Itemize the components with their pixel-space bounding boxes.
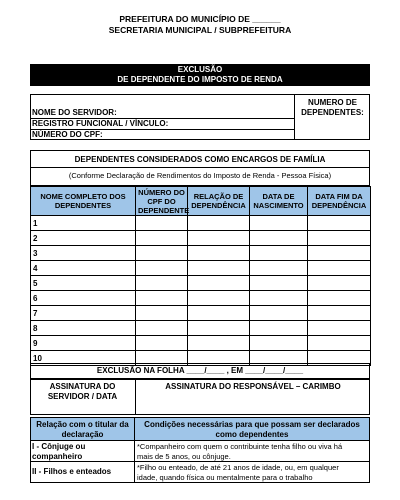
table-row (31, 276, 371, 291)
data-fim-cell[interactable] (308, 336, 371, 351)
row-number-cell[interactable]: 7 (31, 306, 136, 321)
num-dependentes-label-line-2: DEPENDENTES: (301, 108, 364, 117)
assinatura-responsavel-label: ASSINATURA DO RESPONSÁVEL – CARIMBO (165, 382, 341, 391)
num-dependentes-label (295, 98, 370, 118)
nascimento-cell[interactable] (250, 276, 308, 291)
registro-funcional-label: REGISTRO FUNCIONAL / VÍNCULO: (32, 119, 169, 128)
exclusao-folha-line[interactable]: EXCLUSÃO NA FOLHA ____/____ , EM ____/____/____ (30, 363, 370, 379)
nome-servidor-label: NOME DO SERVIDOR: (32, 108, 117, 117)
cpf-cell[interactable] (136, 231, 188, 246)
row-number-cell[interactable]: 2 (31, 231, 136, 246)
form-title-line-2: DE DEPENDENTE DO IMPOSTO DE RENDA (117, 75, 283, 84)
nascimento-cell[interactable] (250, 306, 308, 321)
num-dependentes-label-line-1: NUMERO DE (308, 98, 357, 107)
data-fim-cell[interactable] (308, 321, 371, 336)
nascimento-cell[interactable] (250, 246, 308, 261)
relacao-header-col2-line-2: como dependentes (215, 430, 289, 439)
relacao-header-col1-text (30, 420, 135, 440)
cpf-cell[interactable] (136, 246, 188, 261)
nascimento-cell[interactable] (250, 336, 308, 351)
relacao-cell[interactable] (188, 261, 250, 276)
relacao-row2-text-line-2: idade, quando física ou mentalmente para o trabalho (137, 473, 313, 482)
data-fim-cell[interactable] (308, 246, 371, 261)
registro-funcional-field[interactable] (168, 119, 290, 129)
relacao-header-col1-line-1: Relação com o titular da (36, 420, 129, 429)
relacao-row2-text-line-1: *Filho ou enteado, de até 21 anos de idade, ou, em qualquer (137, 463, 339, 472)
row-number-cell[interactable]: 6 (31, 291, 136, 306)
row-number-cell[interactable]: 9 (31, 336, 136, 351)
row-number-cell[interactable]: 10 (31, 351, 136, 366)
data-fim-cell[interactable] (308, 306, 371, 321)
table-row (31, 216, 371, 231)
relacao-row1-label (32, 442, 85, 462)
cpf-field[interactable] (106, 130, 290, 139)
cpf-cell[interactable] (136, 291, 188, 306)
column-header-nascimento: DATA DE NASCIMENTO (250, 187, 308, 216)
table-row (31, 291, 371, 306)
data-fim-cell[interactable] (308, 261, 371, 276)
cpf-cell[interactable] (136, 276, 188, 291)
nascimento-cell[interactable] (250, 216, 308, 231)
column-header-cpf: NÚMERO DO CPF DO DEPENDENTE (136, 187, 188, 216)
cpf-cell[interactable] (136, 261, 188, 276)
relacao-row1-text-line-1: *Companheiro com quem o contribuinte tenha filho ou viva há (137, 442, 343, 451)
assinatura-responsavel-field[interactable] (137, 394, 369, 414)
nascimento-cell[interactable] (250, 291, 308, 306)
column-header-data-fim: DATA FIM DA DEPENDÊNCIA (308, 187, 371, 216)
nascimento-cell[interactable] (250, 231, 308, 246)
cpf-cell[interactable] (136, 336, 188, 351)
nascimento-cell[interactable] (250, 261, 308, 276)
relacao-row2-label: II - Filhos e enteados (32, 467, 112, 476)
assinatura-servidor-label-line-1: ASSINATURA DO (49, 382, 116, 391)
table-row (31, 246, 371, 261)
form-title-line-1: EXCLUSÃO (177, 65, 223, 74)
relacao-row1-text-line-2: mais de 5 anos, ou cônjuge. (137, 452, 231, 461)
cpf-cell[interactable] (136, 216, 188, 231)
relacao-cell[interactable] (188, 276, 250, 291)
cpf-label: NÚMERO DO CPF: (32, 130, 103, 139)
table-header-row (31, 187, 371, 216)
header-line-2: SECRETARIA MUNICIPAL / SUBPREFEITURA (108, 25, 292, 35)
dependentes-section-note: (Conforme Declaração de Rendimentos do Imposto de Renda - Pessoa Física) (68, 171, 332, 180)
table-row (31, 231, 371, 246)
relacao-header-col2-line-1: Condições necessárias para que possam ser declarados (144, 420, 360, 429)
column-header-relacao: RELAÇÃO DE DEPENDÊNCIA (188, 187, 250, 216)
relacao-cell[interactable] (188, 216, 250, 231)
relacao-row1-label-line-2: companheiro (32, 452, 83, 461)
header-line-1: PREFEITURA DO MUNICÍPIO DE ______ (119, 14, 281, 24)
data-fim-cell[interactable] (308, 291, 371, 306)
relacao-cell[interactable] (188, 291, 250, 306)
relacao-cell[interactable] (188, 336, 250, 351)
nascimento-cell[interactable] (250, 321, 308, 336)
relacao-row2-text (137, 463, 339, 483)
relacao-cell[interactable] (188, 231, 250, 246)
row-number-cell[interactable]: 4 (31, 261, 136, 276)
row-number-cell[interactable]: 1 (31, 216, 136, 231)
dependentes-table (30, 186, 371, 366)
assinatura-servidor-label-line-2: SERVIDOR / DATA (47, 392, 118, 401)
table-row (31, 321, 371, 336)
relacao-header-col2-text (134, 420, 370, 440)
form-title (30, 64, 370, 86)
row-number-cell[interactable]: 3 (31, 246, 136, 261)
row-number-cell[interactable]: 5 (31, 276, 136, 291)
cpf-cell[interactable] (136, 306, 188, 321)
cpf-cell[interactable] (136, 321, 188, 336)
data-fim-cell[interactable] (308, 231, 371, 246)
table-row (31, 336, 371, 351)
row-number-cell[interactable]: 8 (31, 321, 136, 336)
relacao-cell[interactable] (188, 246, 250, 261)
table-row (31, 261, 371, 276)
assinatura-servidor-field[interactable] (31, 403, 134, 414)
data-fim-cell[interactable] (308, 276, 371, 291)
column-header-nome: NOME COMPLETO DOS DEPENDENTES (31, 187, 136, 216)
divider (30, 167, 370, 168)
relacao-cell[interactable] (188, 306, 250, 321)
relacao-header-col1-line-2: declaração (61, 430, 104, 439)
relacao-row1-text (137, 442, 342, 462)
relacao-row1-label-line-1: I - Cônjuge ou (32, 442, 86, 451)
nome-servidor-field[interactable] (120, 106, 290, 117)
data-fim-cell[interactable] (308, 216, 371, 231)
assinatura-servidor-label (30, 382, 135, 402)
dependentes-section-title: DEPENDENTES CONSIDERADOS COMO ENCARGOS DE FAMÍLIA (74, 155, 326, 164)
relacao-cell[interactable] (188, 321, 250, 336)
table-row (31, 306, 371, 321)
num-dependentes-field[interactable] (296, 120, 368, 138)
